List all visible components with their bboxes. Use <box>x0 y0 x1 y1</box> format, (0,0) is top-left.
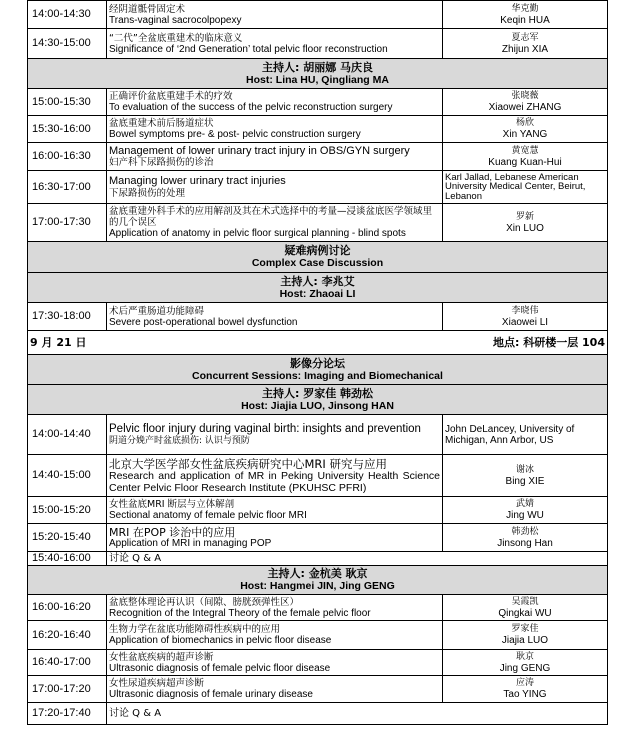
topic-en: Sectional anatomy of female pelvic floor MRI <box>109 510 307 521</box>
table-row <box>28 455 608 497</box>
table-row <box>28 29 608 59</box>
time-cell: 14:00-14:40 <box>28 415 107 455</box>
speaker-en: Zhijun XIA <box>501 43 549 55</box>
speaker-cell <box>443 303 608 331</box>
speaker-en: Keqin HUA <box>500 14 550 26</box>
topic-cell <box>107 143 443 171</box>
table-row <box>28 676 608 703</box>
table-row <box>28 497 608 524</box>
table-row <box>28 650 608 676</box>
day-row <box>28 331 608 355</box>
time-cell: 14:00-14:30 <box>28 1 107 29</box>
host-en: Host: Zhaoai LI <box>279 287 356 300</box>
topic-zh: 下尿路损伤的处理 <box>109 188 186 199</box>
host-en: Host: Hangmei JIN, Jing GENG <box>240 580 395 592</box>
topic-zh: 阴道分娩产时盆底损伤: 认识与预防 <box>109 435 250 446</box>
discussion-label: 讨论 Q & A <box>109 708 162 719</box>
speaker-zh: 张晓薇 <box>511 91 539 101</box>
time-cell: 17:20-17:40 <box>28 703 107 725</box>
speaker-cell <box>443 524 608 552</box>
topic-en: Severe post-operational bowel dysfunction <box>109 316 298 328</box>
topic-en: Bowel symptoms pre- & post- pelvic construction surgery <box>109 129 361 140</box>
speaker-cell <box>443 204 608 242</box>
time-cell: 16:00-16:20 <box>28 595 107 621</box>
host-zh: 主持人: 罗家佳 韩劲松 <box>261 386 374 400</box>
time-cell: 16:40-17:00 <box>28 650 107 676</box>
table-row <box>28 621 608 650</box>
table-row <box>28 204 608 242</box>
time-cell: 16:00-16:30 <box>28 143 107 171</box>
speaker-zh: 华克勤 <box>511 3 539 14</box>
speaker-en: Kuang Kuan-Hui <box>488 156 562 168</box>
speaker-en: Jiajia LUO <box>501 635 549 646</box>
table-row <box>28 1 608 29</box>
speaker-cell <box>443 415 608 455</box>
topic-zh: 女性盆底MRI 断层与立体解剖 <box>109 499 235 510</box>
speaker-zh: 武婧 <box>515 499 534 509</box>
table-row <box>28 595 608 621</box>
schedule-table <box>27 0 608 725</box>
session-header <box>28 273 608 303</box>
topic-en: Trans-vaginal sacrocolpopexy <box>109 14 242 26</box>
time-cell: 15:40-16:00 <box>28 552 107 566</box>
table-row <box>28 524 608 552</box>
speaker-en: Karl Jallad, Lebanese American University Medical Center, Beirut, Lebanon <box>445 171 586 202</box>
topic-cell <box>107 595 443 621</box>
session-header <box>28 355 608 385</box>
topic-en: Research and application of MR in Peking University Health Science Center Pelvic Floor Research Institute (PKUHSC PFRI) <box>109 469 440 494</box>
speaker-en: Bing XIE <box>505 475 545 487</box>
time-cell: 17:00-17:30 <box>28 204 107 242</box>
topic-zh: 盆底重建术前后肠道症状 <box>109 118 214 129</box>
session-title-zh: 影像分论坛 <box>290 356 345 370</box>
topic-cell <box>107 497 443 524</box>
topic-zh: 盆底整体理论再认识（间隙、膀胱颈弹性区） <box>109 596 300 608</box>
speaker-cell <box>443 29 608 59</box>
speaker-cell <box>443 621 608 650</box>
table-row <box>28 552 608 566</box>
topic-cell <box>107 303 443 331</box>
discussion-cell <box>107 552 608 566</box>
session-title-en: Complex Case Discussion <box>251 257 384 269</box>
host-zh: 主持人: 李兆艾 <box>280 274 355 288</box>
topic-cell <box>107 204 443 242</box>
topic-zh: 妇产科下尿路损伤的诊治 <box>109 156 214 168</box>
session-title-zh: 疑难病例讨论 <box>284 244 351 257</box>
day-date: 9 月 21 日 <box>30 336 87 349</box>
topic-en: Pelvic floor injury during vaginal birth: insights and prevention <box>109 422 421 435</box>
topic-en: Application of MRI in managing POP <box>109 537 272 549</box>
table-row <box>28 303 608 331</box>
speaker-en: Jing GENG <box>499 662 551 674</box>
topic-cell <box>107 89 443 116</box>
topic-cell <box>107 621 443 650</box>
speaker-cell <box>443 1 608 29</box>
topic-cell <box>107 171 443 204</box>
speaker-cell <box>443 143 608 171</box>
speaker-en: Tao YING <box>503 689 547 700</box>
speaker-zh: 耿京 <box>515 651 534 662</box>
speaker-en: John DeLancey, University of Michigan, Ann Arbor, US <box>445 423 575 446</box>
speaker-zh: 应涛 <box>515 678 534 688</box>
speaker-zh: 黄宽慧 <box>511 145 539 156</box>
time-cell: 15:30-16:00 <box>28 116 107 143</box>
speaker-en: Xin LUO <box>506 222 544 234</box>
speaker-en: Jinsong Han <box>497 537 553 549</box>
topic-zh: 女性盆底疾病的超声诊断 <box>109 651 214 663</box>
speaker-cell <box>443 650 608 676</box>
topic-en: Ultrasonic diagnosis of female urinary disease <box>109 689 313 700</box>
speaker-en: Xiaowei LI <box>501 316 549 328</box>
topic-zh: “二代”全盆底重建术的临床意义 <box>109 32 243 44</box>
topic-en: Management of lower urinary tract injury in OBS/GYN surgery <box>109 144 410 157</box>
speaker-cell <box>443 676 608 703</box>
session-title-en: Concurrent Sessions: Imaging and Biomechanical <box>192 369 443 382</box>
speaker-en: Xin YANG <box>502 129 548 140</box>
table-row <box>28 415 608 455</box>
speaker-zh: 夏志军 <box>511 32 539 43</box>
speaker-zh: 吴霞凯 <box>511 596 539 607</box>
speaker-cell <box>443 89 608 116</box>
topic-en: Application of biomechanics in pelvic floor disease <box>109 635 332 646</box>
time-cell: 16:20-16:40 <box>28 621 107 650</box>
speaker-zh: 李晓伟 <box>511 305 539 316</box>
time-cell: 17:00-17:20 <box>28 676 107 703</box>
host-en: Host: Jiajia LUO, Jinsong HAN <box>241 399 394 412</box>
topic-en: To evaluation of the success of the pelvic reconstruction surgery <box>109 102 393 113</box>
session-header <box>28 59 608 89</box>
table-row <box>28 143 608 171</box>
session-header <box>28 385 608 415</box>
speaker-cell <box>443 455 608 497</box>
speaker-en: Jing WU <box>506 510 544 521</box>
topic-en: Application of anatomy in pelvic floor surgical planning - blind spots <box>109 228 406 239</box>
topic-cell <box>107 676 443 703</box>
topic-cell <box>107 116 443 143</box>
discussion-label: 讨论 Q & A <box>109 553 162 564</box>
topic-cell <box>107 29 443 59</box>
host-en: Host: Lina HU, Qingliang MA <box>246 73 389 86</box>
topic-zh: 盆底重建外科手术的应用解剖及其在术式选择中的考量—浸谈盆底医学领域里的几个误区 <box>109 206 433 228</box>
time-cell: 16:30-17:00 <box>28 171 107 204</box>
speaker-zh: 罗家佳 <box>511 624 539 634</box>
speaker-zh: 韩劲松 <box>511 526 539 537</box>
topic-en: Ultrasonic diagnosis of female pelvic floor disease <box>109 662 331 674</box>
time-cell: 14:40-15:00 <box>28 455 107 497</box>
speaker-cell <box>443 595 608 621</box>
topic-cell <box>107 524 443 552</box>
time-cell: 14:30-15:00 <box>28 29 107 59</box>
topic-zh: MRI 在POP 诊治中的应用 <box>109 525 236 539</box>
topic-cell <box>107 455 443 497</box>
discussion-cell <box>107 703 608 725</box>
host-zh: 主持人: 胡丽娜 马庆良 <box>261 60 374 74</box>
topic-zh: 生物力学在盆底功能障碍性疾病中的应用 <box>109 624 281 635</box>
speaker-cell <box>443 116 608 143</box>
topic-cell <box>107 1 443 29</box>
topic-zh: 术后严重肠道功能障碍 <box>109 305 205 317</box>
speaker-zh: 罗新 <box>515 211 534 222</box>
speaker-zh: 谢冰 <box>515 464 534 475</box>
speaker-cell <box>443 171 608 204</box>
table-row <box>28 89 608 116</box>
table-row <box>28 116 608 143</box>
host-zh: 主持人: 金杭美 耿京 <box>267 567 368 580</box>
time-cell: 15:00-15:30 <box>28 89 107 116</box>
speaker-en: Qingkai WU <box>498 607 552 619</box>
session-header <box>28 566 608 595</box>
table-row <box>28 703 608 725</box>
table-row <box>28 171 608 204</box>
time-cell: 15:20-15:40 <box>28 524 107 552</box>
topic-en: Managing lower urinary tract injuries <box>109 175 286 187</box>
topic-cell <box>107 650 443 676</box>
speaker-en: Xiaowei ZHANG <box>488 102 562 113</box>
topic-zh: 北京大学医学部女性盆底疾病研究中心MRI 研究与应用 <box>109 456 387 471</box>
session-header <box>28 242 608 273</box>
topic-en: Recognition of the Integral Theory of the female pelvic floor <box>109 607 371 619</box>
speaker-cell <box>443 497 608 524</box>
topic-zh: 女性尿道疾病超声诊断 <box>109 678 205 689</box>
topic-en: Significance of ‘2nd Generation’ total pelvic floor reconstruction <box>109 43 388 55</box>
day-location: 地点: 科研楼一层 104 <box>492 336 605 349</box>
time-cell: 17:30-18:00 <box>28 303 107 331</box>
topic-cell <box>107 415 443 455</box>
speaker-zh: 杨欣 <box>515 118 534 128</box>
topic-zh: 经阴道骶骨固定术 <box>109 3 186 15</box>
topic-zh: 正确评价盆底重建手术的疗效 <box>109 91 233 102</box>
time-cell: 15:00-15:20 <box>28 497 107 524</box>
